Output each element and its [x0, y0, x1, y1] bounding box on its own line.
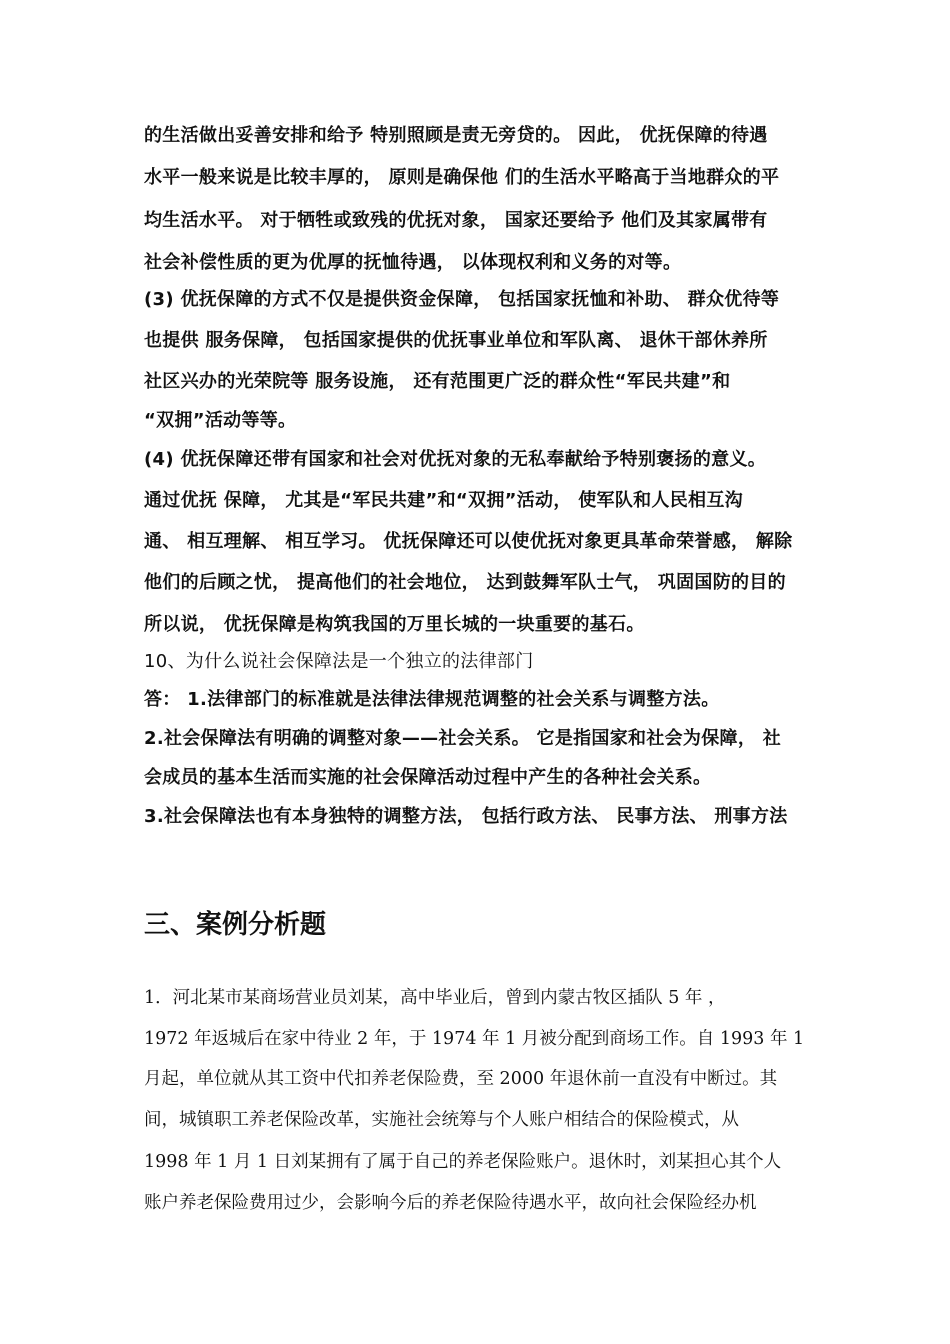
case-line: 1．河北某市某商场营业员刘某，高中毕业后，曾到内蒙古牧区插队 5 年 ，: [144, 988, 726, 1008]
text-line: “双拥”活动等等。: [144, 410, 297, 431]
case-line: 间，城镇职工养老保险改革，实施社会统筹与个人账户相结合的保险模式，从: [144, 1110, 739, 1130]
case-line: 1998 年 1 月 1 日刘某拥有了属于自己的养老保险账户。退休时，刘某担心其个人: [144, 1152, 782, 1172]
text-line: (3) 优抚保障的方式不仅是提供资金保障， 包括国家抚恤和补助、 群众优待等: [144, 289, 780, 310]
text-line: 的生活做出妥善安排和给予 特别照顾是责无旁贷的。 因此， 优抚保障的待遇: [144, 125, 768, 146]
answer-line: 会成员的基本生活而实施的社会保障活动过程中产生的各种社会关系。: [144, 767, 712, 788]
case-line: 账户养老保险费用过少，会影响今后的养老保险待遇水平，故向社会保险经办机: [144, 1193, 757, 1213]
text-line: 通过优抚 保障， 尤其是“军民共建”和“双拥”活动， 使军队和人民相互沟: [144, 490, 743, 511]
text-line: 他们的后顾之忧， 提高他们的社会地位， 达到鼓舞军队士气， 巩固国防的目的: [144, 572, 786, 593]
answer-line: 2.社会保障法有明确的调整对象——社会关系。 它是指国家和社会为保障， 社: [144, 728, 781, 749]
text-line: 社会补偿性质的更为优厚的抚恤待遇， 以体现权利和义务的对等。: [144, 252, 682, 273]
text-line: 也提供 服务保障， 包括国家提供的优抚事业单位和军队离、 退休干部休养所: [144, 330, 768, 351]
text-line: 社区兴办的光荣院等 服务设施， 还有范围更广泛的群众性“军民共建”和: [144, 371, 731, 392]
section-heading: 三、案例分析题: [144, 910, 327, 940]
text-line: 均生活水平。 对于牺牲或致残的优抚对象， 国家还要给予 他们及其家属带有: [144, 210, 768, 231]
text-line: (4) 优抚保障还带有国家和社会对优抚对象的无私奉献给予特别褒扬的意义。: [144, 449, 767, 470]
text-line: 水平一般来说是比较丰厚的， 原则是确保他 们的生活水平略高于当地群众的平: [144, 167, 780, 188]
answer-line: 3.社会保障法也有本身独特的调整方法， 包括行政方法、 民事方法、 刑事方法: [144, 806, 788, 827]
question-title: 10、为什么说社会保障法是一个独立的法律部门: [144, 651, 534, 672]
case-line: 1972 年返城后在家中待业 2 年，于 1974 年 1 月被分配到商场工作。自 1993 年 1: [144, 1029, 805, 1049]
case-line: 月起，单位就从其工资中代扣养老保险费，至 2000 年退休前一直没有中断过。其: [144, 1069, 778, 1089]
text-line: 通、 相互理解、 相互学习。 优抚保障还可以使优抚对象更具革命荣誉感， 解除: [144, 531, 793, 552]
answer-line: 答： 1.法律部门的标准就是法律法律规范调整的社会关系与调整方法。: [144, 689, 720, 710]
text-line: 所以说， 优抚保障是构筑我国的万里长城的一块重要的基石。: [144, 614, 645, 635]
